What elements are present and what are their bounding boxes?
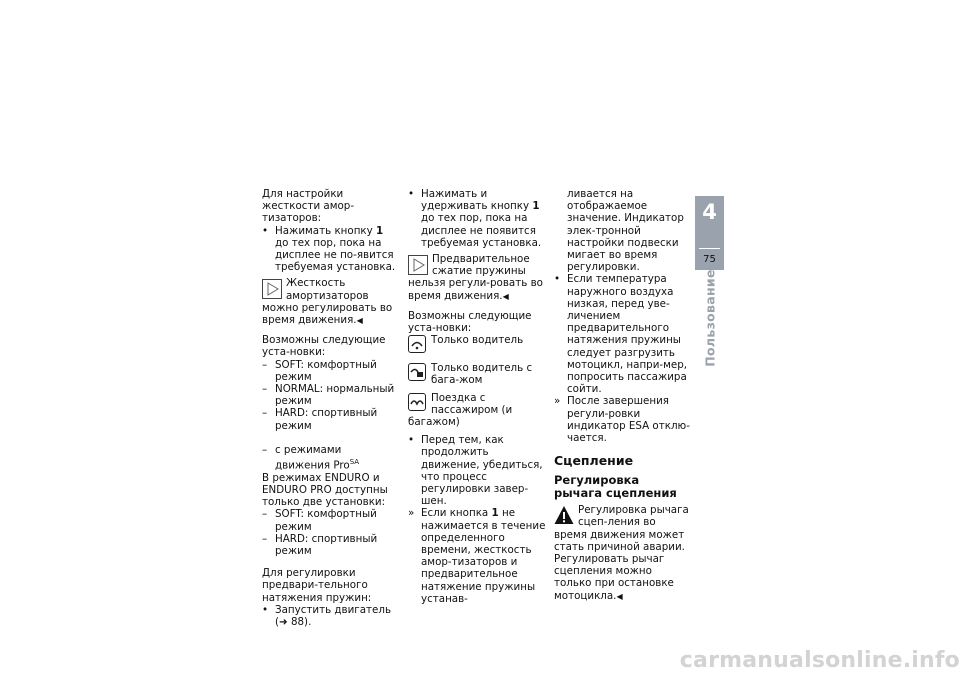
option-normal bbox=[262, 383, 397, 407]
pro-modes bbox=[262, 444, 397, 472]
option-soft bbox=[262, 359, 397, 383]
option2-hard bbox=[262, 533, 397, 557]
column-2 bbox=[408, 188, 548, 605]
end-mark-icon: ◀ bbox=[616, 591, 623, 601]
page-reference-link[interactable]: 88). bbox=[290, 615, 312, 628]
page-number: 75 bbox=[703, 254, 716, 265]
bullet-text-cont: до тех пор, пока на дисплее не по-явится требуемая установка. bbox=[275, 236, 396, 274]
note-text: Предварительное сжатие пружины нельзя регули-ровать во время движения. bbox=[408, 253, 543, 302]
option-text: SOFT: комфортный режим bbox=[275, 358, 377, 383]
option-text: SOFT: комфортный режим bbox=[275, 508, 377, 533]
dash-mark: – bbox=[262, 532, 268, 545]
bullet-start-engine bbox=[262, 604, 397, 628]
passenger-icon bbox=[408, 393, 426, 411]
bullet-mark: • bbox=[262, 224, 269, 237]
result-timeout bbox=[408, 507, 548, 605]
note-triangle-icon bbox=[408, 255, 428, 275]
button-number: 1 bbox=[376, 224, 384, 237]
shock-intro: Для настройки жесткости амор-тизаторов: bbox=[262, 188, 355, 225]
note-triangle-icon bbox=[262, 279, 282, 299]
end-mark-icon: ◀ bbox=[502, 291, 509, 301]
pro-text: с режимами движения Pro bbox=[275, 443, 350, 472]
continued-text: ливается на отображаемое значение. Индикатор элек-тронной настройки подвески мигает во время регулировки. bbox=[567, 188, 684, 274]
option-text: Поездка с пассажиром (и багажом) bbox=[408, 391, 513, 429]
option-text: HARD: спортивный режим bbox=[275, 532, 378, 557]
bullet-mark: • bbox=[262, 603, 269, 616]
rider-icon bbox=[408, 335, 426, 353]
result-text: Если кнопка bbox=[421, 507, 489, 520]
chapter-divider bbox=[699, 248, 720, 249]
options-intro: Возможны следующие уста-новки: bbox=[262, 334, 386, 359]
bullet-text-cont: до тех пор, пока на дисплее не появится требуемая установка. bbox=[421, 212, 542, 249]
watermark: carmanualsonline.info bbox=[679, 648, 960, 673]
bullet-text: Нажимать и удерживать кнопку bbox=[421, 188, 530, 213]
bullet-press-button bbox=[262, 225, 397, 274]
bullet-before-riding bbox=[408, 434, 548, 507]
chapter-number: 4 bbox=[702, 200, 717, 224]
bullet-text: Если температура наружного воздуха низкая, перед уве-личением предварительного натяжения пружины следует разгрузить мотоцикл, напри-мер, попросить пассажира сойти. bbox=[567, 273, 688, 396]
dash-mark: – bbox=[262, 407, 268, 420]
result-mark: » bbox=[408, 507, 415, 520]
warning-icon bbox=[554, 505, 574, 525]
end-mark-icon: ◀ bbox=[356, 316, 363, 326]
bullet-text: Перед тем, как продолжить движение, убедиться, что процесс регулировки завер-шен. bbox=[421, 434, 543, 508]
option-rider-luggage bbox=[408, 362, 548, 386]
bullet-mark: • bbox=[408, 434, 415, 447]
preload-intro: Для регулировки предвари-тельного натяжения пружин: bbox=[262, 567, 372, 604]
bullet-mark: • bbox=[554, 273, 561, 286]
option-text: Только водитель с бага-жом bbox=[431, 362, 533, 387]
note-preload bbox=[408, 253, 548, 303]
dash-mark: – bbox=[262, 508, 268, 521]
note-shock bbox=[262, 277, 397, 327]
column-3 bbox=[554, 188, 690, 610]
bullet-hold-button bbox=[408, 188, 548, 249]
rider-luggage-icon bbox=[408, 363, 426, 381]
reference-arrow-icon: ➜ bbox=[279, 615, 288, 628]
enduro-text: В режимах ENDURO и ENDURO PRO доступны только две установки: bbox=[262, 471, 388, 509]
heading-clutch-lever: Регулировка рычага сцепления bbox=[554, 473, 677, 501]
bullet-mark: • bbox=[408, 188, 415, 200]
option2-soft bbox=[262, 508, 397, 532]
result-esa-off bbox=[554, 395, 690, 444]
option-text: HARD: спортивный режим bbox=[275, 407, 378, 432]
dash-mark: – bbox=[262, 383, 268, 396]
option-hard bbox=[262, 407, 397, 431]
result-text: После завершения регули-ровки индикатор ESA отклю-чается. bbox=[567, 395, 690, 445]
options-intro: Возможны следующие уста-новки: bbox=[408, 309, 532, 335]
chapter-name: Пользование bbox=[702, 269, 718, 367]
result-text-cont: не нажимается в течение определенного времени, жесткость амор-тизаторов и предварительное натяжение пружины устанав- bbox=[421, 507, 546, 605]
warning-text: Регулировка рычага сцеп-ления во время движения может стать причиной аварии. Регулировать рычаг сцепления можно только при остановке мотоцикла. bbox=[554, 504, 689, 602]
bullet-text: Нажимать кнопку bbox=[275, 224, 373, 237]
result-mark: » bbox=[554, 395, 561, 408]
heading-clutch: Сцепление bbox=[554, 453, 634, 469]
dash-mark: – bbox=[262, 443, 268, 456]
warning-clutch bbox=[554, 504, 690, 603]
option-text: Только водитель bbox=[431, 334, 524, 347]
option-text: NORMAL: нормальный режим bbox=[275, 383, 395, 408]
bullet-text: Запустить двигатель ( bbox=[275, 603, 392, 628]
column-1 bbox=[262, 188, 397, 628]
button-number: 1 bbox=[491, 507, 499, 520]
sa-superscript: SA bbox=[349, 458, 360, 467]
dash-mark: – bbox=[262, 358, 268, 371]
note-text: Жесткость амортизаторов можно регулировать во время движения. bbox=[262, 277, 393, 327]
option-rider-only bbox=[408, 334, 548, 357]
chapter-tab bbox=[695, 196, 724, 270]
bullet-low-temp bbox=[554, 273, 690, 395]
option-passenger bbox=[408, 392, 548, 429]
button-number: 1 bbox=[532, 200, 540, 213]
